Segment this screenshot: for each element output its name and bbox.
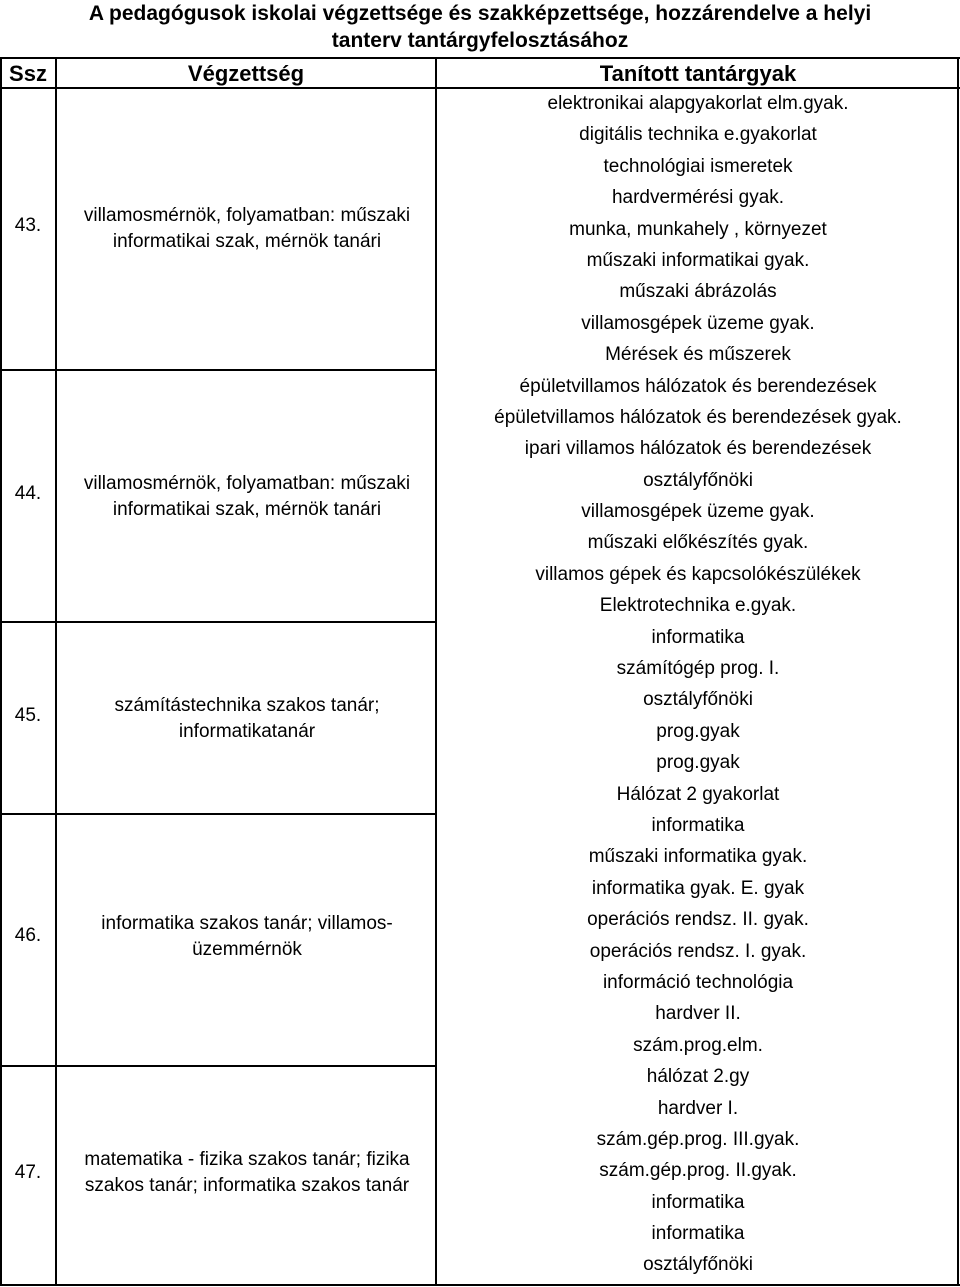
vegzettseg-line: informatikai szak, mérnök tanári [112,499,382,520]
row-vegzettseg [62,911,432,963]
subject-item: prog.gyak [656,720,740,742]
row-vegzettseg [62,203,432,255]
subject-item: hardvermérési gyak. [611,187,785,209]
row-number: 43. [14,215,42,236]
subject-item: operációs rendsz. II. gyak. [587,909,809,931]
subject-item: hálózat 2.gy [646,1066,750,1088]
header-vegzettseg: Végzettség [187,61,305,86]
subject-item: informatika [651,1223,745,1245]
subject-item: ipari villamos hálózatok és berendezések [524,438,872,460]
subject-item: munka, munkahely , környezet [569,218,827,240]
subject-item: villamosgépek üzeme gyak. [581,312,815,334]
vegzettseg-line: villamosmérnök, folyamatban: műszaki [83,473,411,494]
subject-item: digitális technika e.gyakorlat [579,124,817,146]
row-number: 47. [14,1162,42,1183]
subject-item: osztályfőnöki [643,1254,753,1276]
title-line-1: A pedagógusok iskolai végzettsége és szakképzettsége, hozzárendelve a helyi [88,2,872,25]
subject-item: számítógép prog. I. [616,658,780,680]
row-vegzettseg [62,693,432,745]
vegzettseg-line: informatikatanár [178,721,316,742]
subject-item: informatika [651,626,745,648]
subject-item: szám.gép.prog. II.gyak. [599,1160,797,1182]
table-header [0,57,960,89]
header-ssz: Ssz [9,61,47,86]
subject-item: informatika [651,814,745,836]
subject-item: technológiai ismeretek [603,155,793,177]
subject-item: épületvillamos hálózatok és berendezések gyak. [494,406,902,428]
subject-item: műszaki informatikai gyak. [586,249,810,271]
vegzettseg-line: informatikai szak, mérnök tanári [112,231,382,252]
subject-item: információ technológia [602,971,794,993]
subject-item: villamos gépek és kapcsolókészülékek [535,563,861,585]
subject-item: Mérések és műszerek [605,344,791,366]
subject-item: hardver I. [657,1097,739,1119]
vegzettseg-line: villamosmérnök, folyamatban: műszaki [83,205,411,226]
document-title [0,0,960,54]
table-bottom-border [0,1284,960,1286]
row-number: 46. [14,925,42,946]
subject-item: osztályfőnöki [643,689,753,711]
vegzettseg-line: informatika szakos tanár; villamos- [101,913,393,934]
subject-item: műszaki ábrázolás [619,281,777,303]
vegzettseg-line: szakos tanár; informatika szakos tanár [84,1175,410,1196]
subject-item: épületvillamos hálózatok és berendezések [519,375,877,397]
row-vegzettseg [62,1147,432,1199]
subject-item: informatika gyak. E. gyak [591,877,805,899]
subject-item: hardver II. [655,1003,741,1025]
row-vegzettseg [62,471,432,523]
subject-item: műszaki előkészítés gyak. [587,532,809,554]
header-tanitott: Tanított tantárgyak [599,61,797,86]
row-number: 45. [14,705,42,726]
subject-item: szám.gép.prog. III.gyak. [596,1128,800,1150]
vegzettseg-line: üzemmérnök [192,939,302,960]
subject-item: villamosgépek üzeme gyak. [581,501,815,523]
subject-item: informatika [651,1191,745,1213]
title-line-2: tanterv tantárgyfelosztásához [331,29,629,52]
subject-item: szám.prog.elm. [633,1034,763,1056]
subject-item: Hálózat 2 gyakorlat [616,783,780,805]
subject-item: Elektrotechnika e.gyak. [599,595,797,617]
subject-item: osztályfőnöki [643,469,753,491]
subject-item: műszaki informatika gyak. [588,846,808,868]
vegzettseg-line: számítástechnika szakos tanár; [114,695,380,716]
subject-item: prog.gyak [656,752,740,774]
row-number: 44. [14,483,42,504]
subjects-column [438,89,958,1282]
vegzettseg-line: matematika - fizika szakos tanár; fizika [84,1149,410,1170]
subject-item: elektronikai alapgyakorlat elm.gyak. [547,93,849,114]
subject-item: operációs rendsz. I. gyak. [589,940,807,962]
